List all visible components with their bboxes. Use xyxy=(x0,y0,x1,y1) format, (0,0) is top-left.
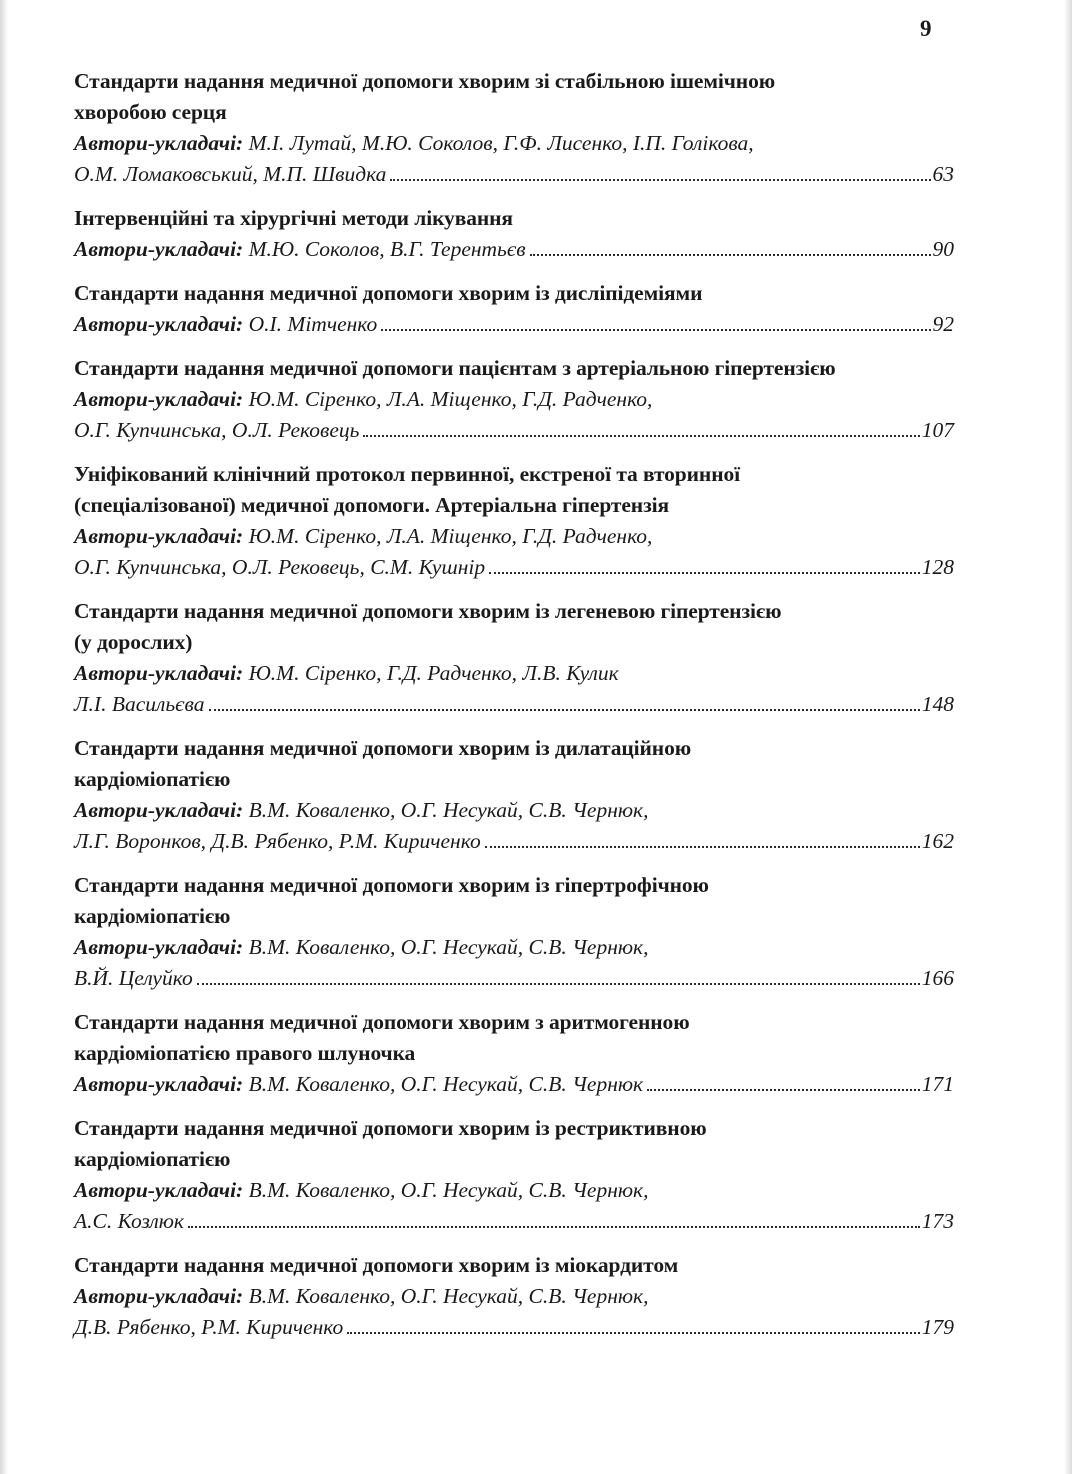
toc-title-line: Інтервенційні та хірургічні методи лікування xyxy=(74,206,513,230)
author-line xyxy=(74,521,954,552)
author-names: В.Й. Целуйко xyxy=(74,966,193,990)
page-ref: 173 xyxy=(921,1209,954,1233)
toc-entry xyxy=(74,596,954,720)
toc-entry xyxy=(74,870,954,994)
toc-entry-authors xyxy=(74,1069,954,1100)
toc-entry-title xyxy=(74,1113,954,1175)
author-names: В.М. Коваленко, О.Г. Несукай, С.В. Чернюк, xyxy=(248,1284,649,1308)
toc-entry-authors xyxy=(74,932,954,994)
page-shadow-right xyxy=(1064,0,1072,1474)
author-names: А.С. Козлюк xyxy=(74,1209,184,1233)
author-line-last xyxy=(74,234,954,265)
dot-leader xyxy=(197,983,920,985)
page-ref: 171 xyxy=(921,1072,954,1096)
author-line-last xyxy=(74,1206,954,1237)
page-ref: 107 xyxy=(921,418,954,442)
toc-entry-title xyxy=(74,66,954,128)
author-names: В.М. Коваленко, О.Г. Несукай, С.В. Чернюк, xyxy=(248,935,649,959)
dot-leader xyxy=(390,179,930,181)
toc-title-line: Стандарти надання медичної допомоги хворим з аритмогенною xyxy=(74,1010,690,1034)
dot-leader xyxy=(381,329,930,331)
author-line-wrapper xyxy=(74,159,386,190)
toc-entry-authors xyxy=(74,309,954,340)
authors-label: Автори-укладачі: xyxy=(74,524,244,548)
author-line-last xyxy=(74,1312,954,1343)
toc-entry-authors xyxy=(74,658,954,720)
author-names: В.М. Коваленко, О.Г. Несукай, С.В. Чернюк, xyxy=(248,798,649,822)
author-line-wrapper xyxy=(74,415,359,446)
toc-title-line: Стандарти надання медичної допомоги пацієнтам з артеріальною гіпертензією xyxy=(74,356,836,380)
toc-entry-authors xyxy=(74,1281,954,1343)
toc-entry xyxy=(74,459,954,583)
dot-leader xyxy=(209,709,920,711)
toc-title-line: кардіоміопатією xyxy=(74,767,231,791)
author-line-wrapper xyxy=(74,234,526,265)
toc-entry xyxy=(74,733,954,857)
author-names: О.Г. Купчинська, О.Л. Рековець, С.М. Кушнір xyxy=(74,555,486,579)
author-names: М.Ю. Соколов, В.Г. Терентьєв xyxy=(248,237,526,261)
authors-label: Автори-укладачі: xyxy=(74,661,244,685)
toc-entry-title xyxy=(74,596,954,658)
author-names: Ю.М. Сіренко, Г.Д. Радченко, Л.В. Кулик xyxy=(248,661,619,685)
authors-label: Автори-укладачі: xyxy=(74,131,244,155)
page-ref: 90 xyxy=(932,237,954,261)
toc-entry-title xyxy=(74,459,954,521)
authors-label: Автори-укладачі: xyxy=(74,1284,244,1308)
dot-leader xyxy=(485,846,920,848)
author-line-wrapper xyxy=(74,689,205,720)
authors-label: Автори-укладачі: xyxy=(74,387,244,411)
author-names: О.Г. Купчинська, О.Л. Рековець xyxy=(74,418,360,442)
authors-label: Автори-укладачі: xyxy=(74,1072,244,1096)
author-line-wrapper xyxy=(74,1069,643,1100)
dot-leader xyxy=(530,254,931,256)
author-names: О.І. Мітченко xyxy=(248,312,378,336)
author-line-wrapper xyxy=(74,826,481,857)
toc-title-line: Стандарти надання медичної допомоги хворим із легеневою гіпертензією xyxy=(74,599,782,623)
author-line-wrapper xyxy=(74,309,377,340)
toc-entry-title xyxy=(74,870,954,932)
author-line-last xyxy=(74,689,954,720)
page-ref: 166 xyxy=(921,966,954,990)
toc-entry xyxy=(74,1250,954,1343)
toc-entry xyxy=(74,278,954,340)
page-ref: 179 xyxy=(921,1315,954,1339)
author-line xyxy=(74,795,954,826)
author-line xyxy=(74,932,954,963)
authors-label: Автори-укладачі: xyxy=(74,237,244,261)
author-line-last xyxy=(74,552,954,583)
toc-title-line: Стандарти надання медичної допомоги хворим із дисліпідеміями xyxy=(74,281,703,305)
author-line-last xyxy=(74,159,954,190)
toc-title-line: Стандарти надання медичної допомоги хворим із рестриктивною xyxy=(74,1116,707,1140)
toc-entry xyxy=(74,1113,954,1237)
toc-entry xyxy=(74,66,954,190)
author-line-wrapper xyxy=(74,1312,343,1343)
toc-entry-title xyxy=(74,733,954,795)
toc-entry-title xyxy=(74,1250,954,1281)
authors-label: Автори-укладачі: xyxy=(74,1178,244,1202)
toc-entry-authors xyxy=(74,521,954,583)
toc-title-line: Стандарти надання медичної допомоги хворим із гіпертрофічною xyxy=(74,873,709,897)
page-number: 9 xyxy=(920,16,932,41)
toc-entry-title xyxy=(74,278,954,309)
page-shadow-left xyxy=(0,0,8,1474)
page-ref: 162 xyxy=(921,829,954,853)
toc-title-line: кардіоміопатією xyxy=(74,904,231,928)
toc-entry-authors xyxy=(74,128,954,190)
toc-entry-title xyxy=(74,353,954,384)
author-line-last xyxy=(74,826,954,857)
toc-title-line: Уніфікований клінічний протокол первинної, екстреної та вторинної xyxy=(74,462,741,486)
toc-title-line: (у дорослих) xyxy=(74,630,193,654)
author-line-wrapper xyxy=(74,552,485,583)
authors-label: Автори-укладачі: xyxy=(74,798,244,822)
toc-title-line: кардіоміопатією xyxy=(74,1147,231,1171)
toc-entry-authors xyxy=(74,1175,954,1237)
author-line-last xyxy=(74,963,954,994)
toc-entry xyxy=(74,1007,954,1100)
author-names: Л.І. Васильєва xyxy=(74,692,205,716)
author-line-wrapper xyxy=(74,963,193,994)
page-ref: 148 xyxy=(921,692,954,716)
author-names: О.М. Ломаковський, М.П. Швидка xyxy=(74,162,387,186)
toc-entry xyxy=(74,353,954,446)
author-line-wrapper xyxy=(74,1206,184,1237)
toc-entry-title xyxy=(74,203,954,234)
author-line xyxy=(74,384,954,415)
dot-leader xyxy=(363,435,919,437)
dot-leader xyxy=(188,1226,920,1228)
toc-title-line: хворобою серця xyxy=(74,100,227,124)
toc-entry-title xyxy=(74,1007,954,1069)
toc-entry-authors xyxy=(74,795,954,857)
authors-label: Автори-укладачі: xyxy=(74,935,244,959)
author-names: Ю.М. Сіренко, Л.А. Міщенко, Г.Д. Радченко, xyxy=(248,524,653,548)
author-names: В.М. Коваленко, О.Г. Несукай, С.В. Чернюк xyxy=(248,1072,644,1096)
author-names: Ю.М. Сіренко, Л.А. Міщенко, Г.Д. Радченко, xyxy=(248,387,653,411)
page-ref: 128 xyxy=(921,555,954,579)
toc-title-line: Стандарти надання медичної допомоги хворим із дилатаційною xyxy=(74,736,692,760)
author-names: Д.В. Рябенко, Р.М. Кириченко xyxy=(74,1315,344,1339)
page-ref: 92 xyxy=(932,312,954,336)
toc-entry-authors xyxy=(74,234,954,265)
toc-title-line: Стандарти надання медичної допомоги хворим із міокардитом xyxy=(74,1253,679,1277)
toc-title-line: кардіоміопатією правого шлуночка xyxy=(74,1041,416,1065)
author-names: В.М. Коваленко, О.Г. Несукай, С.В. Чернюк, xyxy=(248,1178,649,1202)
dot-leader xyxy=(347,1332,919,1334)
toc-title-line: (спеціалізованої) медичної допомоги. Артеріальна гіпертензія xyxy=(74,493,670,517)
author-line xyxy=(74,658,954,689)
toc-entry xyxy=(74,203,954,265)
author-names: М.І. Лутай, М.Ю. Соколов, Г.Ф. Лисенко, І.П. Голікова, xyxy=(248,131,754,155)
author-line-last xyxy=(74,1069,954,1100)
dot-leader xyxy=(647,1089,920,1091)
author-line-last xyxy=(74,309,954,340)
authors-label: Автори-укладачі: xyxy=(74,312,244,336)
author-names: Л.Г. Воронков, Д.В. Рябенко, Р.М. Кириченко xyxy=(74,829,481,853)
dot-leader xyxy=(489,572,920,574)
author-line-last xyxy=(74,415,954,446)
author-line xyxy=(74,1281,954,1312)
author-line xyxy=(74,1175,954,1206)
page-ref: 63 xyxy=(932,162,954,186)
author-line xyxy=(74,128,954,159)
toc-title-line: Стандарти надання медичної допомоги хворим зі стабільною ішемічною xyxy=(74,69,776,93)
table-of-contents xyxy=(74,66,954,1356)
toc-entry-authors xyxy=(74,384,954,446)
